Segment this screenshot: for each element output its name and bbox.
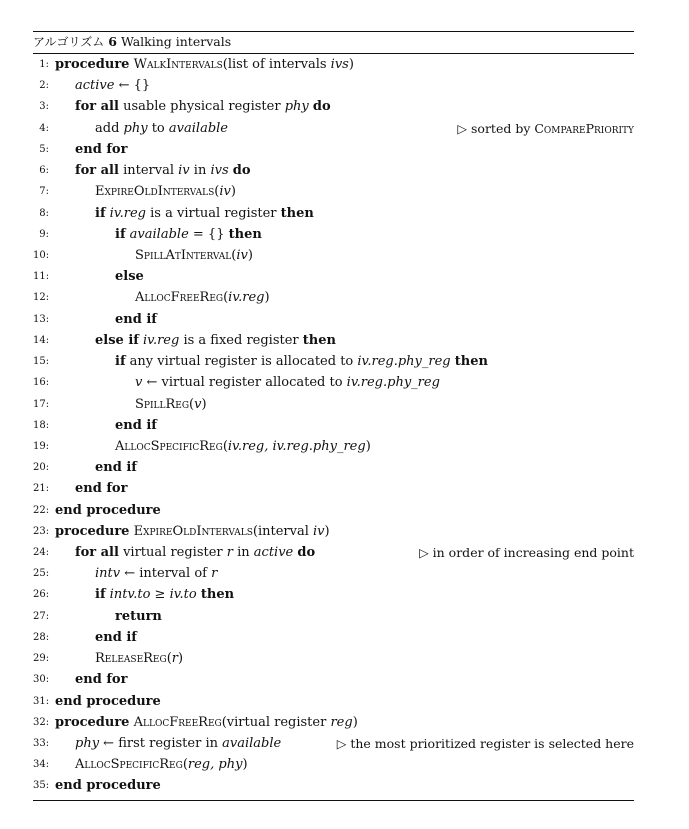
function-name: WalkIntervals xyxy=(133,57,223,72)
variable: ivs xyxy=(210,163,229,179)
code-line xyxy=(33,542,634,563)
code-text: ▷ the most prioritized register is selected here xyxy=(336,736,634,751)
code-statement xyxy=(115,351,488,372)
line-number: 31: xyxy=(33,695,50,707)
keyword: else xyxy=(115,269,144,285)
line-number: 20: xyxy=(33,462,50,474)
code-line xyxy=(33,139,634,160)
variable: ivs xyxy=(330,57,349,72)
line-number: 7: xyxy=(39,186,49,198)
variable: phy xyxy=(75,736,100,751)
code-line xyxy=(33,606,634,627)
function-name: AllocFreeReg xyxy=(133,714,222,730)
keyword: then xyxy=(200,587,235,603)
line-number: 9: xyxy=(39,228,49,240)
code-statement xyxy=(75,754,248,775)
line-number: 1: xyxy=(39,59,49,70)
keyword: return xyxy=(115,608,162,624)
code-text: (list of intervals xyxy=(222,57,331,72)
keyword: do xyxy=(232,163,251,179)
line-number: 4: xyxy=(39,122,49,134)
code-text: ) xyxy=(177,651,184,667)
algorithm-caption xyxy=(33,32,634,53)
keyword: end procedure xyxy=(55,778,161,794)
code-text: ( xyxy=(182,757,188,773)
line-number: 14: xyxy=(33,334,50,346)
code-line xyxy=(33,160,634,181)
code-statement xyxy=(75,96,331,117)
keyword: then xyxy=(280,205,314,221)
code-text: ) xyxy=(201,396,207,412)
variable: iv.reg.phy_reg xyxy=(357,354,451,370)
line-number: 16: xyxy=(33,377,50,389)
keyword: procedure xyxy=(55,714,130,730)
code-line xyxy=(33,394,634,415)
code-statement xyxy=(55,712,358,733)
code-statement xyxy=(95,118,228,139)
code-statement xyxy=(135,372,440,393)
code-line xyxy=(33,203,634,224)
variable: iv xyxy=(313,523,325,539)
line-number: 5: xyxy=(39,143,49,155)
keyword: then xyxy=(228,226,262,242)
variable: r xyxy=(211,566,218,582)
code-text: virtual register xyxy=(118,545,227,561)
keyword: if xyxy=(115,354,126,370)
code-statement xyxy=(115,436,371,457)
code-text: ▷ sorted by xyxy=(457,120,535,136)
code-text: ) xyxy=(264,290,270,306)
code-text: ) xyxy=(365,438,371,454)
code-line xyxy=(33,648,634,669)
code-statement xyxy=(115,224,262,245)
code-text: to xyxy=(147,120,169,136)
code-statement xyxy=(75,75,150,96)
function-name: SpillAtInterval xyxy=(135,247,232,263)
line-number: 26: xyxy=(33,589,50,601)
line-number: 10: xyxy=(33,249,50,261)
variable: intv.to xyxy=(109,587,151,603)
keyword: do xyxy=(312,99,331,115)
code-line xyxy=(33,75,634,96)
code-statement xyxy=(75,160,251,181)
variable: reg, phy xyxy=(187,757,243,773)
caption-title: Walking intervals xyxy=(120,34,232,49)
variable: iv xyxy=(219,184,231,200)
code-text: ▷ in order of increasing end point xyxy=(419,545,634,561)
keyword: then xyxy=(302,332,336,348)
line-number: 32: xyxy=(33,716,50,728)
code-line xyxy=(33,733,634,754)
function-name: AllocSpecificReg xyxy=(75,757,183,773)
code-text: ( xyxy=(214,184,220,200)
line-number: 35: xyxy=(33,780,50,792)
keyword: end procedure xyxy=(55,693,161,709)
variable: v xyxy=(135,375,143,391)
line-number: 11: xyxy=(33,271,50,283)
code-statement xyxy=(135,245,253,266)
code-line xyxy=(33,712,634,733)
code-line xyxy=(33,330,634,351)
line-number: 29: xyxy=(33,653,50,665)
code-text: ) xyxy=(230,184,236,200)
code-text: ) xyxy=(247,247,253,263)
keyword: else if xyxy=(95,332,139,348)
code-statement xyxy=(55,775,161,796)
code-line xyxy=(33,118,634,139)
code-line xyxy=(33,372,634,393)
code-line xyxy=(33,584,634,605)
keyword: for all xyxy=(75,163,119,179)
variable: phy xyxy=(284,99,309,115)
variable: phy xyxy=(123,120,148,136)
line-comment xyxy=(337,733,634,754)
code-line xyxy=(33,287,634,308)
pseudocode-lines xyxy=(33,54,634,797)
function-name: SpillReg xyxy=(135,396,190,412)
code-line xyxy=(33,266,634,287)
variable: iv xyxy=(178,163,190,179)
line-number: 18: xyxy=(33,419,50,431)
caption-number: 6 xyxy=(108,34,117,49)
code-text: (interval xyxy=(252,523,314,539)
code-text: ) xyxy=(348,57,354,72)
variable: reg xyxy=(330,714,353,730)
variable: active xyxy=(253,545,294,561)
code-statement xyxy=(95,563,217,584)
line-comment xyxy=(457,118,634,139)
code-line xyxy=(33,691,634,712)
keyword: end for xyxy=(75,141,128,157)
bottom-rule xyxy=(33,800,634,801)
caption-prefix: アルゴリズム xyxy=(33,35,105,49)
code-text: ← virtual register allocated to xyxy=(142,375,347,391)
keyword: end if xyxy=(115,417,157,433)
keyword: do xyxy=(297,545,316,561)
keyword: procedure xyxy=(55,57,130,72)
code-line xyxy=(33,351,634,372)
code-line xyxy=(33,627,634,648)
variable: r xyxy=(171,651,178,667)
line-number: 13: xyxy=(33,313,50,325)
line-comment xyxy=(419,542,634,563)
code-line xyxy=(33,457,634,478)
code-text: in xyxy=(189,163,211,179)
keyword: procedure xyxy=(55,523,130,539)
code-text: ≥ xyxy=(150,587,170,603)
code-statement xyxy=(135,287,270,308)
code-statement xyxy=(75,478,127,499)
code-statement xyxy=(115,309,157,330)
variable: intv xyxy=(95,566,121,582)
keyword: end if xyxy=(95,460,137,476)
line-number: 30: xyxy=(33,674,50,686)
code-line xyxy=(33,245,634,266)
code-line xyxy=(33,181,634,202)
variable: available xyxy=(222,736,282,751)
code-text: ) xyxy=(324,523,330,539)
line-number: 27: xyxy=(33,610,50,622)
code-statement xyxy=(55,500,161,521)
line-number: 19: xyxy=(33,440,50,452)
function-name: AllocFreeReg xyxy=(135,290,224,306)
function-name: AllocSpecificReg xyxy=(115,438,223,454)
line-number: 33: xyxy=(33,738,50,749)
code-text: ( xyxy=(189,396,195,412)
variable: r xyxy=(226,545,233,561)
code-line xyxy=(33,478,634,499)
keyword: end if xyxy=(95,629,137,645)
code-text: ← {} xyxy=(114,78,151,94)
line-number: 12: xyxy=(33,292,50,304)
variable: iv xyxy=(236,247,248,263)
line-number: 23: xyxy=(33,525,50,537)
keyword: for all xyxy=(75,99,119,115)
code-text: interval xyxy=(118,163,179,179)
line-number: 25: xyxy=(33,568,50,580)
line-number: 3: xyxy=(39,101,49,113)
line-number: 24: xyxy=(33,547,50,559)
function-name: ExpireOldIntervals xyxy=(133,523,253,539)
code-text: ( xyxy=(231,247,237,263)
line-number: 15: xyxy=(33,356,50,368)
code-text: add xyxy=(95,120,124,136)
line-number: 21: xyxy=(33,483,50,495)
code-statement xyxy=(75,733,281,754)
line-number: 8: xyxy=(39,207,49,219)
variable: active xyxy=(75,78,115,94)
variable: available xyxy=(168,120,228,136)
variable: available xyxy=(129,226,189,242)
code-line xyxy=(33,54,634,75)
keyword: end procedure xyxy=(55,502,161,518)
variable: iv.reg, iv.reg.phy_reg xyxy=(227,438,366,454)
code-text: is a virtual register xyxy=(146,205,281,221)
keyword: end for xyxy=(75,672,128,688)
variable: v xyxy=(194,396,202,412)
function-name: ComparePriority xyxy=(534,120,634,136)
code-text: ( xyxy=(166,651,172,667)
code-text: any virtual register is allocated to xyxy=(125,354,358,370)
variable: iv.reg xyxy=(109,205,146,221)
code-text: ← first register in xyxy=(99,736,223,751)
code-line xyxy=(33,415,634,436)
code-line xyxy=(33,669,634,690)
code-text: ) xyxy=(352,714,358,730)
code-statement xyxy=(135,394,207,415)
code-text: (virtual register xyxy=(221,714,331,730)
code-line xyxy=(33,754,634,775)
code-statement xyxy=(115,606,162,627)
code-statement xyxy=(75,542,315,563)
keyword: for all xyxy=(75,545,119,561)
function-name: ReleaseReg xyxy=(95,651,167,667)
code-line xyxy=(33,775,634,796)
variable: iv.reg xyxy=(228,290,265,306)
code-statement xyxy=(95,181,236,202)
line-number: 17: xyxy=(33,398,50,410)
keyword: if xyxy=(95,587,106,603)
code-statement xyxy=(95,203,314,224)
code-line xyxy=(33,96,634,117)
code-statement xyxy=(95,627,137,648)
keyword: then xyxy=(454,354,488,370)
keyword: end for xyxy=(75,481,128,497)
line-number: 34: xyxy=(33,759,50,771)
line-number: 6: xyxy=(39,165,49,177)
code-statement xyxy=(95,584,234,605)
code-line xyxy=(33,521,634,542)
code-statement xyxy=(115,266,144,287)
code-line xyxy=(33,224,634,245)
code-line xyxy=(33,436,634,457)
code-statement xyxy=(95,330,336,351)
code-text: ) xyxy=(242,757,248,773)
variable: iv.reg xyxy=(143,332,180,348)
variable: iv.reg.phy_reg xyxy=(346,375,440,391)
code-text: ( xyxy=(223,290,229,306)
code-statement xyxy=(55,54,354,75)
algorithm-block xyxy=(33,31,634,801)
line-number: 28: xyxy=(33,631,50,643)
code-text: = {} xyxy=(188,226,229,242)
function-name: ExpireOldIntervals xyxy=(95,184,215,200)
code-text: is a fixed register xyxy=(179,332,303,348)
line-number: 22: xyxy=(33,504,50,516)
keyword: end if xyxy=(115,311,157,327)
code-text: ( xyxy=(222,438,228,454)
code-statement xyxy=(115,415,157,436)
code-text: in xyxy=(232,545,254,561)
code-line xyxy=(33,309,634,330)
code-line xyxy=(33,563,634,584)
variable: iv.to xyxy=(169,587,197,603)
code-statement xyxy=(55,521,330,542)
code-statement xyxy=(75,669,127,690)
keyword: if xyxy=(95,205,106,221)
code-statement xyxy=(95,457,137,478)
code-line xyxy=(33,500,634,521)
code-statement xyxy=(55,691,161,712)
keyword: if xyxy=(115,226,126,242)
code-text: ← interval of xyxy=(120,566,212,582)
code-text: usable physical register xyxy=(118,99,285,115)
code-statement xyxy=(75,139,127,160)
code-statement xyxy=(95,648,183,669)
line-number: 2: xyxy=(39,80,49,92)
